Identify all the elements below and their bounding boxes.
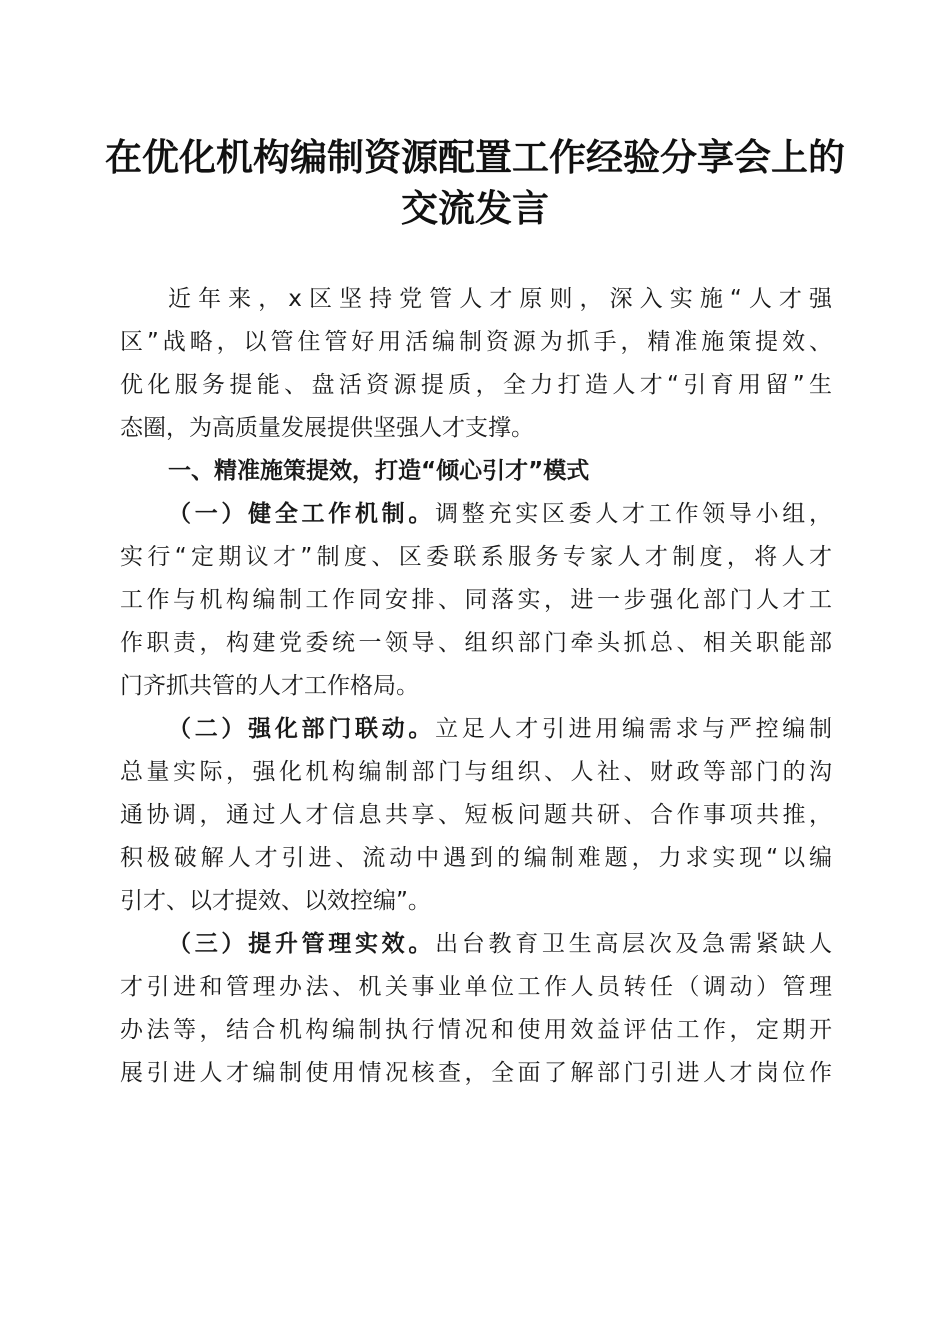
intro-line-1: 近年来，x区坚持党管人才原则，深入实施“人才强	[168, 286, 832, 312]
document-body	[120, 278, 832, 1095]
page-title	[100, 132, 850, 234]
item-3-line: 办法等，结合机构编制执行情况和使用效益评估工作，定期开	[120, 1017, 832, 1043]
item-1-first-rest: 调整充实区委人才工作领导小组，	[435, 501, 832, 527]
item-3-first-rest: 出台教育卫生高层次及急需紧缺人	[435, 931, 832, 957]
item-2-first-rest: 立足人才引进用编需求与严控编制	[435, 716, 832, 742]
item-1-lead: （一）健全工作机制。	[168, 501, 436, 527]
item-3-first-line	[120, 923, 832, 966]
title-line-1: 在优化机构编制资源配置工作经验分享会上的	[105, 135, 845, 179]
intro-line-3: 优化服务提能、盘活资源提质，全力打造人才“引育用留”生	[120, 372, 832, 398]
item-2-line: 引才、以才提效、以效控编”。	[120, 888, 431, 914]
item-1-first-line	[120, 493, 832, 536]
item-2-lead: （二）强化部门联动。	[168, 716, 436, 742]
item-2-line: 积极破解人才引进、流动中遇到的编制难题，力求实现“以编	[120, 845, 832, 871]
item-3-line: 展引进人才编制使用情况核查，全面了解部门引进人才岗位作	[120, 1060, 832, 1086]
item-3-line: 才引进和管理办法、机关事业单位工作人员转任（调动）管理	[120, 974, 832, 1000]
item-2-first-line	[120, 708, 832, 751]
item-1-line: 工作与机构编制工作同安排、同落实，进一步强化部门人才工	[120, 587, 832, 613]
item-1-line: 实行“定期议才”制度、区委联系服务专家人才制度，将人才	[120, 544, 832, 570]
item-1-line: 作职责，构建党委统一领导、组织部门牵头抓总、相关职能部	[120, 630, 832, 656]
intro-line-2: 区”战略，以管住管好用活编制资源为抓手，精准施策提效、	[120, 329, 832, 355]
intro-line-4: 态圈，为高质量发展提供坚强人才支撑。	[120, 415, 534, 441]
item-1-line: 门齐抓共管的人才工作格局。	[120, 673, 419, 699]
item-2-line: 通协调，通过人才信息共享、短板问题共研、合作事项共推，	[120, 802, 832, 828]
title-line-2: 交流发言	[401, 186, 549, 230]
section-1-heading: 一、精准施策提效，打造“倾心引才”模式	[168, 458, 590, 484]
item-3-lead: （三）提升管理实效。	[168, 931, 436, 957]
item-2-line: 总量实际，强化机构编制部门与组织、人社、财政等部门的沟	[120, 759, 832, 785]
